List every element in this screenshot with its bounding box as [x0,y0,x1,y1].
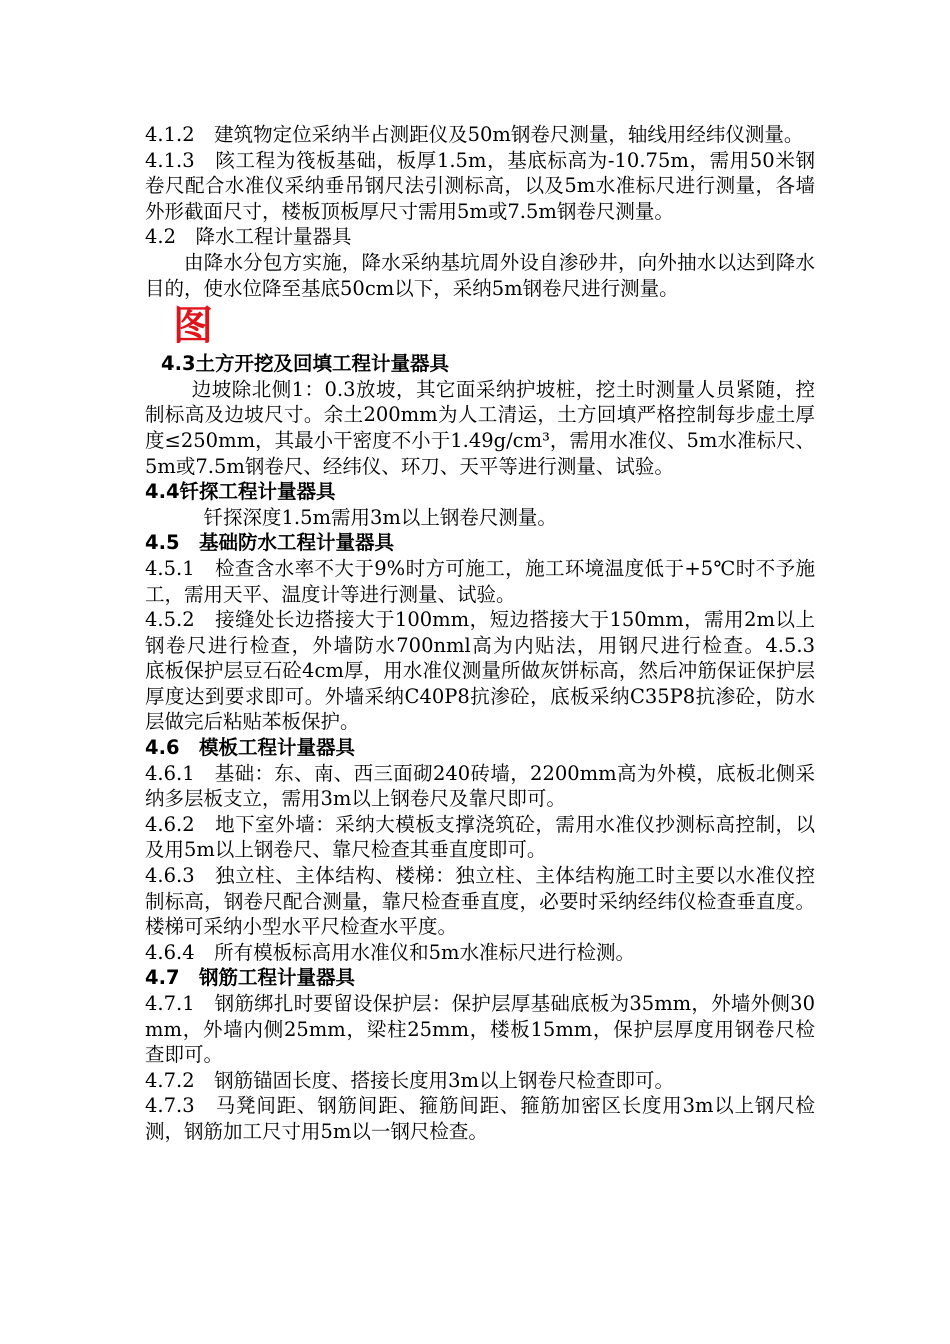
para-4-6-2: 4.6.2 地下室外墙：采纳大模板支撑浇筑砼，需用水准仪抄测标高控制，以及用5m以上钢卷尺、靠尺检查其垂直度即可。 [145,812,815,862]
para-4-2-body: 由降水分包方实施，降水采纳基坑周外设自渗砂井，向外抽水以达到降水目的，使水位降至基底50cm以下，采纳5m钢卷尺进行测量。 [145,250,815,300]
document-page [145,122,835,1145]
heading-4-7: 4.7 钢筋工程计量器具 [145,966,356,990]
para-4-1-2: 4.1.2 建筑物定位采纳半占测距仪及50m钢卷尺测量，轴线用经纬仪测量。 [145,123,804,146]
heading-4-6: 4.6 模板工程计量器具 [145,736,356,760]
para-4-3-body: 边坡除北侧1：0.3放坡，其它面采纳护坡桩，挖土时测量人员紧随，控制标高及边坡尺寸。余土200mm为人工清运，土方回填严格控制每步虚土厚度≤250mm，其最小干密度不小于1.49g/cm³，需用水准仪、5m水准标尺、5m或7.5m钢卷尺、经纬仪、环刀、天平等进行测量、试验。 [145,377,815,478]
para-4-7-2: 4.7.2 钢筋锚固长度、搭接长度用3m以上钢卷尺检查即可。 [145,1068,675,1092]
heading-4-4: 4.4钎探工程计量器具 [145,480,336,504]
para-4-5-2: 4.5.2 接缝处长边搭接大于100mm，短边搭接大于150mm，需用2m以上钢卷尺进行检查，外墙防水700nml高为内贴法，用钢尺进行检查。4.5.3 底板保护层豆石砼4cm厚，用水准仪测量所做灰饼标高，然后冲筋保证保护层厚度达到要求即可。外墙采纳C40P8抗渗砼，底板采纳C35P8抗渗砼，防水层做完后粘贴苯板保护。 [145,608,835,734]
para-4-4-body: 钎探深度1.5m需用3m以上钢卷尺测量。 [203,505,557,529]
para-4-6-4: 4.6.4 所有模板标高用水准仪和5m水准标尺进行检测。 [145,940,636,964]
heading-4-3: 4.3土方开挖及回填工程计量器具 [161,352,450,376]
figure-marker: 图 [173,303,213,350]
para-4-7-1: 4.7.1 钢筋绑扎时要留设保护层：保护层厚基础底板为35mm，外墙外侧30mm，外墙内侧25mm，梁柱25mm，楼板15mm，保护层厚度用钢卷尺检查即可。 [145,992,815,1067]
para-4-1-3: 4.1.3 陔工程为筏板基础，板厚1.5m，基底标高为-10.75m，需用50米钢卷尺配合水准仪采纳垂吊钢尺法引测标高，以及5m水准标尺进行测量，各墙外形截面尺寸，楼板顶板厚尺寸需用5m或7.5m钢卷尺测量。 [145,148,815,223]
heading-4-5: 4.5 基础防水工程计量器具 [145,531,395,555]
para-4-7-3: 4.7.3 马凳间距、钢筋间距、箍筋间距、箍筋加密区长度用3m以上钢尺检测，钢筋加工尺寸用5m以一钢尺检查。 [145,1094,815,1143]
para-4-6-1: 4.6.1 基础：东、南、西三面砌240砖墙，2200mm高为外模，底板北侧采纳多层板支立，需用3m以上钢卷尺及靠尺即可。 [145,761,815,811]
para-4-6-3: 4.6.3 独立柱、主体结构、楼梯：独立柱、主体结构施工时主要以水准仪控制标高，钢卷尺配合测量，靠尺检查垂直度，必要时采纳经纬仪检查垂直度。楼梯可采纳小型水平尺检查水平度。 [145,864,815,939]
heading-4-2: 4.2 降水工程计量器具 [145,225,352,249]
para-4-5-1: 4.5.1 检查含水率不大于9%时方可施工，施工环境温度低于+5℃时不予施工，需用天平、温度计等进行测量、试验。 [145,556,815,606]
